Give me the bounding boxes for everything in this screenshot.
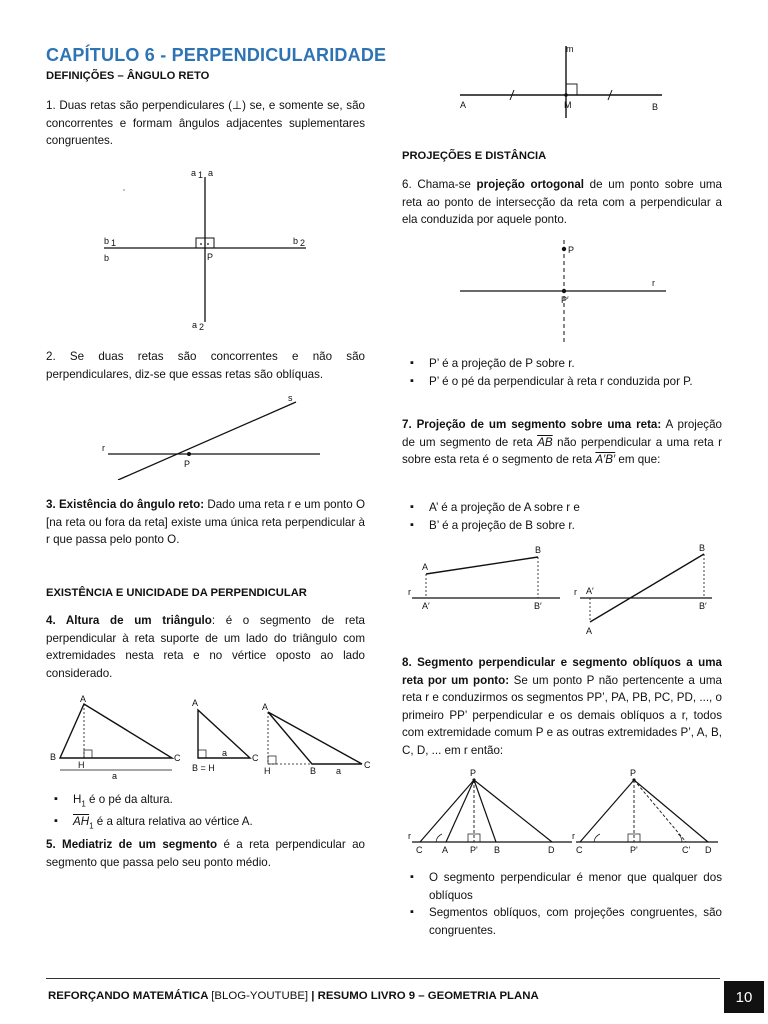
right-label-d: D bbox=[705, 845, 712, 855]
paragraph-8-text: Se um ponto P não pertencente a uma reta r e conduzirmos os segmentos PP’, PA, PB, PC, PD, ..., o primeiro PP’ perpendicular e os demais oblíquos a r, todos com extremidade comum P e as outras extremidades P’, A, B, C, D, ... em r então: bbox=[402, 673, 722, 757]
label-b1: b bbox=[104, 236, 110, 246]
left-label-d: D bbox=[548, 845, 555, 855]
label-r: r bbox=[102, 443, 105, 453]
paragraph-3-text: Dado uma reta r e um ponto O [na reta ou fora da reta] existe uma única reta perpendicular à r que passa pelo ponto O. bbox=[46, 498, 365, 546]
tri1-label-h1: H bbox=[78, 760, 85, 770]
tri3-label-c: C bbox=[364, 760, 371, 770]
label-p-prime: P′ bbox=[561, 295, 569, 305]
label-s: s bbox=[288, 393, 293, 403]
left-label-b-prime: B′ bbox=[534, 601, 542, 611]
paragraph-7-a: A projeção de um segmento de reta bbox=[402, 418, 722, 449]
label-p: P bbox=[184, 459, 191, 469]
tri2-label-a: A bbox=[192, 698, 199, 708]
bullet-congruent-obliques: ▪ Segmentos oblíquos, com projeções congruentes, são congruentes. bbox=[402, 904, 722, 939]
bullet-a-prime: ▪ A’ é a projeção de A sobre r e bbox=[402, 499, 722, 517]
paragraph-1-text: 1. Duas retas são perpendiculares (⊥) se, e somente se, são concorrentes e formam ângulos adjacentes suplementares congruentes. bbox=[46, 99, 365, 147]
label-m-line: m bbox=[566, 44, 574, 54]
segment-ab: $\overline{AB}$ bbox=[537, 435, 553, 449]
left-label-a: A bbox=[422, 562, 429, 572]
paragraph-6-c: de um ponto sobre uma reta ao ponto de intersecção da reta com a perpendicular a ela conduzida por aquele ponto. bbox=[402, 178, 722, 226]
paragraph-4 bbox=[46, 612, 365, 682]
label-p: P bbox=[207, 252, 214, 262]
bullet-height-ah1 bbox=[46, 813, 365, 835]
paragraph-8 bbox=[402, 654, 722, 759]
paragraph-7-c: em que: bbox=[615, 453, 661, 466]
label-a: A bbox=[460, 100, 467, 110]
paragraph-3 bbox=[46, 496, 365, 549]
tri2-label-a-side: a bbox=[222, 748, 228, 758]
paragraph-6 bbox=[402, 176, 722, 229]
oblique-bullets bbox=[402, 869, 722, 939]
tri3-label-b: B bbox=[310, 766, 317, 776]
paragraph-6-a: 6. Chama-se bbox=[402, 178, 477, 191]
bullet-projection-1: ▪ P’ é a projeção de P sobre r. bbox=[402, 355, 722, 373]
label-midpoint-m: M bbox=[564, 100, 572, 110]
segment-a-prime-b-prime: A′B′ bbox=[595, 453, 616, 466]
label-r: r bbox=[652, 278, 655, 288]
left-label-b: B bbox=[494, 845, 501, 855]
label-a2-sub: 2 bbox=[199, 322, 205, 332]
tri2-label-bh1: B = H bbox=[192, 763, 215, 773]
label-a2: a bbox=[192, 320, 198, 330]
footer-brand: REFORÇANDO MATEMÁTICA bbox=[48, 990, 212, 1002]
paragraph-2 bbox=[46, 348, 365, 383]
label-b: B bbox=[652, 102, 659, 112]
left-label-r: r bbox=[408, 587, 411, 597]
segment-projection-bullets bbox=[402, 499, 722, 534]
paragraph-1 bbox=[46, 97, 365, 150]
label-b2-sub: 2 bbox=[300, 238, 306, 248]
right-label-a: A bbox=[586, 626, 593, 636]
paragraph-3-lead: 3. Existência do ângulo reto: bbox=[46, 498, 205, 511]
paragraph-2-text: 2. Se duas retas são concorrentes e não são perpendiculares, diz-se que essas retas são oblíquas. bbox=[46, 350, 365, 381]
footer-divider bbox=[46, 978, 720, 979]
right-label-c: C bbox=[576, 845, 583, 855]
right-label-b-prime: B′ bbox=[699, 601, 707, 611]
h1-sub: 1 bbox=[81, 799, 86, 809]
page-number: 10 bbox=[724, 981, 764, 1013]
figure-oblique-segments bbox=[402, 768, 722, 858]
figure-perpendicular-lines bbox=[96, 162, 312, 334]
bullet-2-text: é a altura relativa ao vértice A. bbox=[93, 814, 253, 828]
right-label-c-prime: C' bbox=[682, 845, 691, 855]
footer-text bbox=[48, 990, 539, 1002]
tri1-label-a: A bbox=[80, 694, 87, 704]
paragraph-7 bbox=[402, 416, 722, 469]
h1-letter: H bbox=[73, 793, 82, 806]
figure-segment-projections bbox=[402, 542, 722, 638]
paragraph-7-b: não perpendicular a uma reta r sobre esta reta é o segmento de reta bbox=[402, 435, 722, 466]
tri3-label-h1: H bbox=[264, 766, 271, 776]
paragraph-5 bbox=[46, 836, 365, 871]
tri2-label-c: C bbox=[252, 753, 259, 763]
figure-triangle-heights bbox=[46, 692, 372, 782]
ah1-sub: 1 bbox=[89, 821, 94, 831]
figure-midpoint-perpendicular bbox=[452, 40, 672, 118]
tri1-label-a-side: a bbox=[112, 771, 118, 781]
label-b1-sub: 1 bbox=[111, 238, 117, 248]
bullet-projection-2: ▪ P’ é o pé da perpendicular à reta r conduzida por P. bbox=[402, 373, 722, 391]
bullet-b-prime: ▪ B’ é a projeção de B sobre r. bbox=[402, 517, 722, 535]
left-label-a: A bbox=[442, 845, 449, 855]
right-label-r: r bbox=[574, 587, 577, 597]
label-b2: b bbox=[293, 236, 299, 246]
section-heading-projections: PROJEÇÕES E DISTÂNCIA bbox=[402, 150, 547, 162]
segment-ah1: $\overline{AH}$ bbox=[73, 814, 90, 828]
bullet-1-text: é o pé da altura. bbox=[85, 793, 173, 806]
bullet-perpendicular-shortest: ▪ O segmento perpendicular é menor que qualquer dos oblíquos bbox=[402, 869, 722, 904]
tri3-label-a-side: a bbox=[336, 766, 342, 776]
right-label-p-prime: P' bbox=[630, 845, 638, 855]
right-label-a-prime: A′ bbox=[586, 586, 594, 596]
paragraph-5-lead: 5. Mediatriz de um segmento bbox=[46, 838, 218, 851]
right-label-p: P bbox=[630, 768, 637, 778]
label-a1: a bbox=[191, 168, 197, 178]
footer-blog: [BLOG-YOUTUBE] bbox=[211, 990, 309, 1002]
figure-point-projection bbox=[460, 238, 670, 346]
tri1-label-c: C bbox=[174, 753, 181, 763]
figure-oblique-lines bbox=[96, 390, 326, 480]
left-label-a-prime: A′ bbox=[422, 601, 430, 611]
paragraph-4-text: : é o segmento de reta perpendicular à reta suporte de um lado do triângulo com extremidades nesta reta e no vértice oposto ao lado considerado. bbox=[46, 614, 365, 680]
paragraph-6-term: projeção ortogonal bbox=[476, 178, 584, 191]
paragraph-8-lead: 8. Segmento perpendicular e segmento oblíquos a uma reta por um ponto: bbox=[402, 656, 722, 687]
label-a: a bbox=[208, 168, 214, 178]
tri1-label-b: B bbox=[50, 752, 57, 762]
footer-book: | RESUMO LIVRO 9 – GEOMETRIA PLANA bbox=[308, 990, 539, 1002]
chapter-title: CAPÍTULO 6 - PERPENDICULARIDADE bbox=[46, 45, 387, 65]
paragraph-7-lead: 7. Projeção de um segmento sobre uma reta: bbox=[402, 418, 662, 431]
section-heading-existence: EXISTÊNCIA E UNICIDADE DA PERPENDICULAR bbox=[46, 587, 307, 599]
label-p: P bbox=[568, 245, 575, 255]
bullet-foot-of-height bbox=[46, 791, 365, 813]
paragraph-4-lead: 4. Altura de um triângulo bbox=[46, 614, 212, 627]
right-label-r: r bbox=[572, 831, 575, 841]
section-heading-definitions: DEFINIÇÕES – ÂNGULO RETO bbox=[46, 70, 210, 82]
left-label-p: P bbox=[470, 768, 477, 778]
left-label-c: C bbox=[416, 845, 423, 855]
right-label-b: B bbox=[699, 543, 706, 553]
left-label-p-prime: P' bbox=[470, 845, 478, 855]
height-bullets bbox=[46, 791, 365, 835]
label-b: b bbox=[104, 253, 110, 263]
tri3-label-a: A bbox=[262, 702, 269, 712]
projection-bullets bbox=[402, 355, 722, 390]
label-a1-sub: 1 bbox=[198, 170, 204, 180]
paragraph-5-text: é a reta perpendicular ao segmento que passa pelo seu ponto médio. bbox=[46, 838, 365, 869]
left-label-r: r bbox=[408, 831, 411, 841]
left-label-b: B bbox=[535, 545, 542, 555]
